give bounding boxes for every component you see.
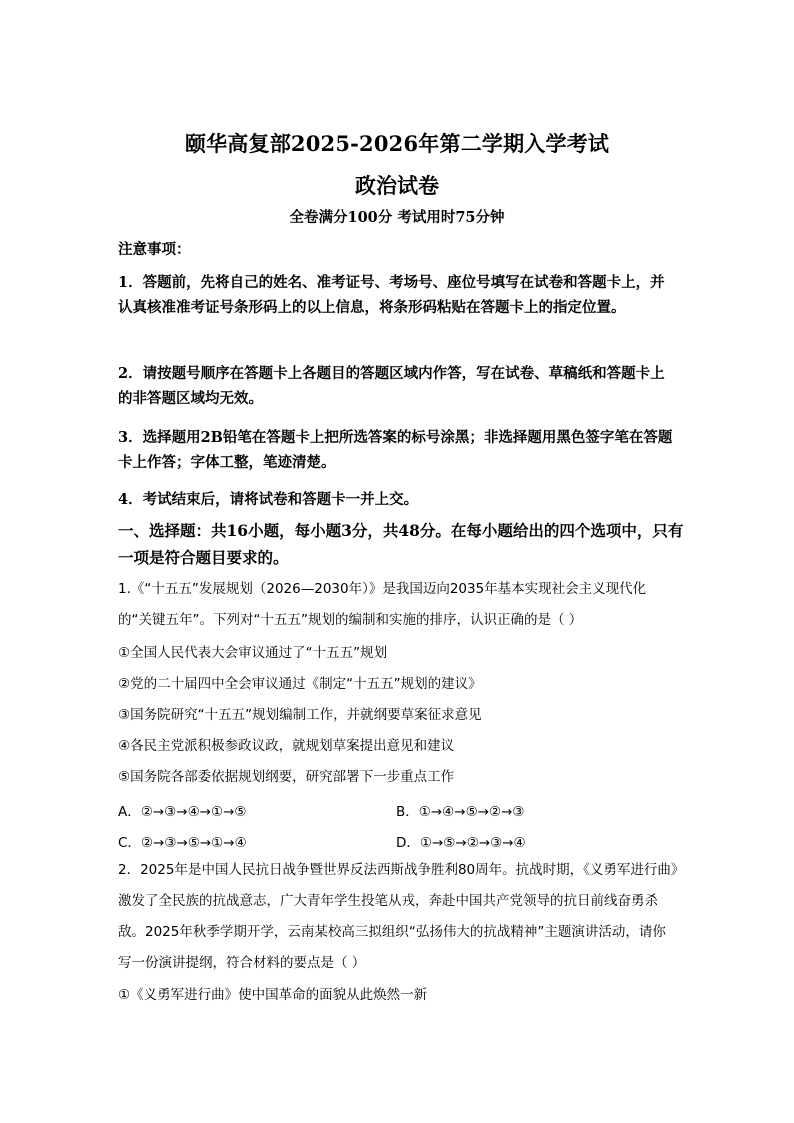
note-item-4: 4．考试结束后，请将试卷和答题卡一并上交。 [118,491,419,508]
section-heading: 一、选择题：共16小题，每小题3分，共48分。在每小题给出的四个选项中，只有一项是符合题目要求的。 [118,521,684,567]
note-item-2: 2．请按题号顺序在答题卡上各题目的答题区域内作答，写在试卷、草稿纸和答题卡上的非答题区域均无效。 [118,365,665,407]
question-1-item-4: ④各民主党派积极参政议政，就规划草案提出意见和建议 [118,738,455,754]
question-1-stem: 1.《“十五五”发展规划（2026—2030年）》是我国迈向2035年基本实现社会主义现代化的“关键五年”。下列对“十五五”规划的编制和实施的排序，认识正确的是（ ） [118,581,647,628]
question-2-item-1: ①《义勇军进行曲》使中国革命的面貌从此焕然一新 [118,987,428,1003]
question-1-item-5: ⑤国务院各部委依据规划纲要，研究部署下一步重点工作 [118,769,455,785]
exam-subtitle: 政治试卷 [355,173,439,198]
question-1-item-3: ③国务院研究“十五五”规划编制工作，并就纲要草案征求意见 [118,707,482,723]
exam-meta: 全卷满分100分 考试用时75分钟 [289,209,505,226]
question-1-item-1: ①全国人民代表大会审议通过了“十五五”规划 [118,645,388,661]
question-1-item-2: ②党的二十届四中全会审议通过《制定“十五五”规划的建议》 [118,676,482,692]
notes-heading: 注意事项： [118,241,191,258]
question-2-stem: 2．2025年是中国人民抗日战争暨世界反法西斯战争胜利80周年。抗战时期，《义勇军进行曲》激发了全民族的抗战意志，广大青年学生投笔从戎，奔赴中国共产党领导的抗日前线奋勇杀敌。2025年秋季学期开学，云南某校高三拟组织“弘扬伟大的抗战精神”主题演讲活动，请你写一份演讲提纲，符合材料的要点是（ ） [118,862,678,971]
note-item-3: 3．选择题用2B铅笔在答题卡上把所选答案的标号涂黑；非选择题用黑色签字笔在答题卡上作答；字体工整，笔迹清楚。 [118,429,673,471]
option-b[interactable]: B．①→④→⑤→②→③ [396,804,525,820]
exam-title: 颐华高复部2025-2026年第二学期入学考试 [184,131,610,156]
option-d[interactable]: D．①→⑤→②→③→④ [396,835,526,851]
option-a[interactable]: A．②→③→④→①→⑤ [118,804,247,820]
note-item-1: 1．答题前，先将自己的姓名、准考证号、考场号、座位号填写在试卷和答题卡上，并认真核准准考证号条形码上的以上信息，将条形码粘贴在答题卡上的指定位置。 [118,274,665,316]
option-c[interactable]: C．②→③→⑤→①→④ [118,835,247,851]
